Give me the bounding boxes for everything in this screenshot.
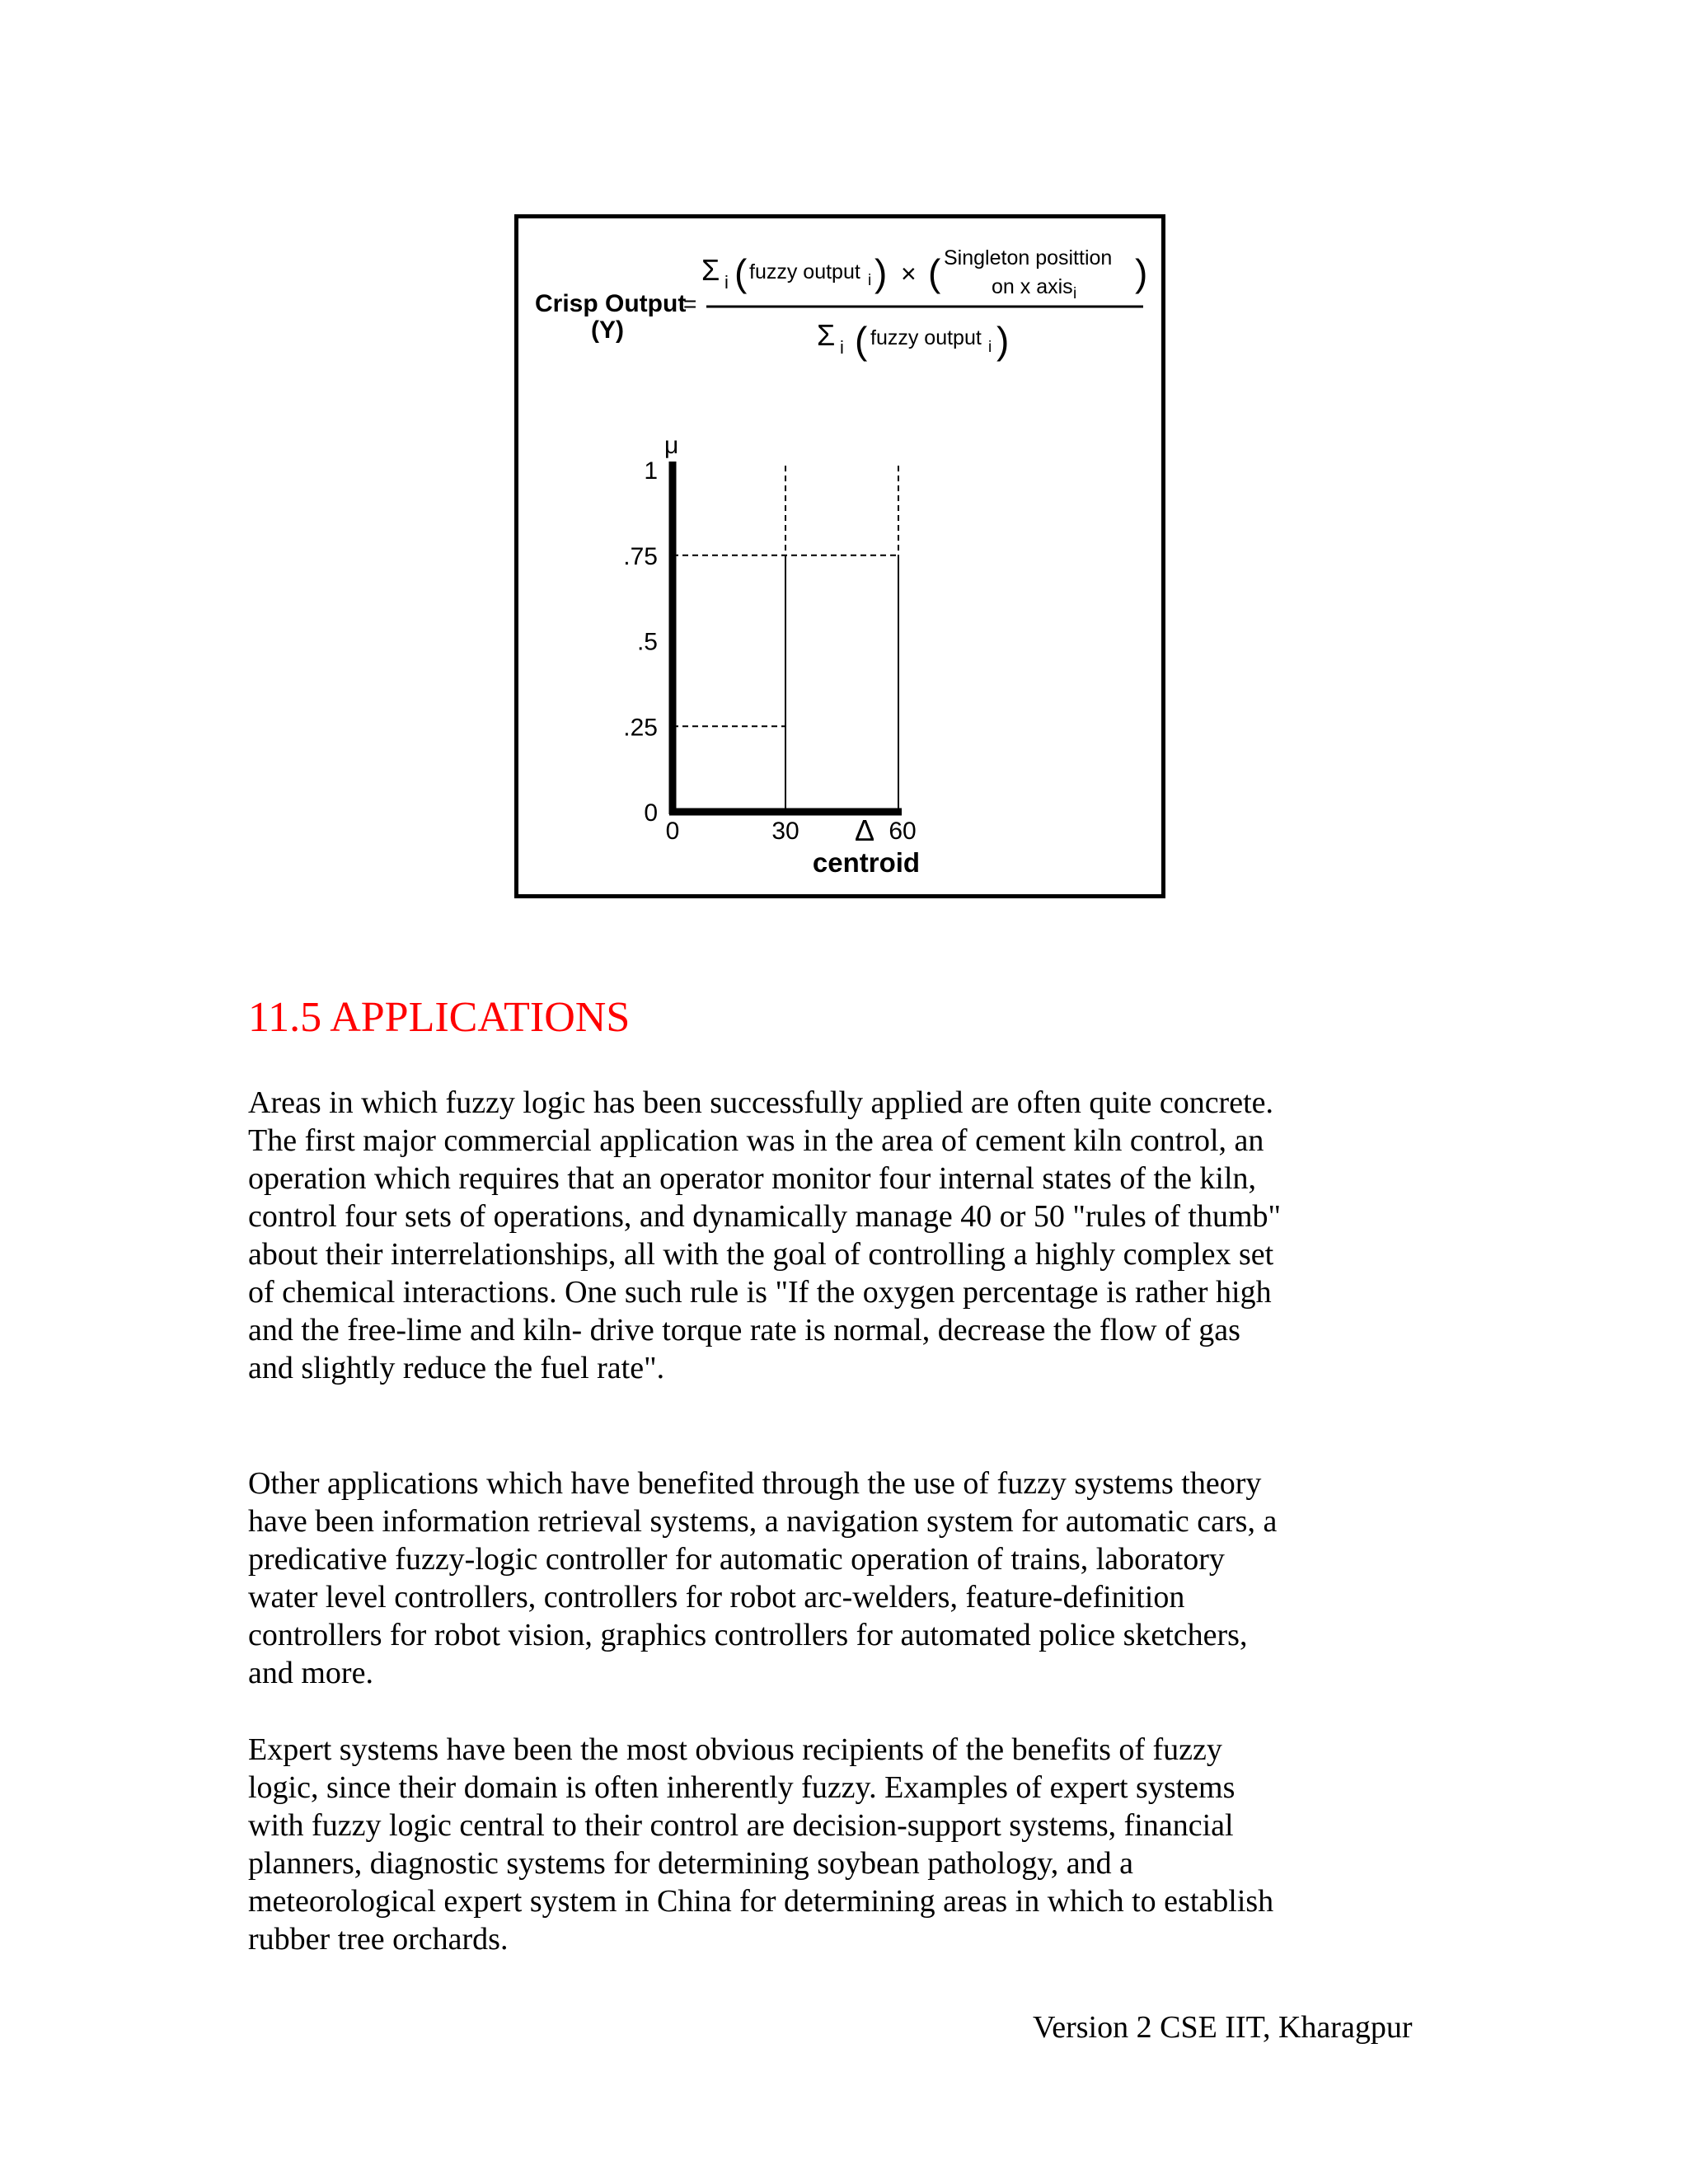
numerator-fuzzy-output: fuzzy output: [749, 260, 860, 284]
singleton-subscript: i: [1073, 285, 1077, 302]
paragraph-line: rubber tree orchards.: [248, 1922, 509, 1957]
paragraph-line: Other applications which have benefited through the use of fuzzy systems theory: [248, 1466, 1262, 1501]
paragraph-line: with fuzzy logic central to their control are decision-support systems, financial: [248, 1808, 1234, 1843]
singleton-line2: on x axis: [992, 275, 1073, 298]
formula-lhs-line1: Crisp Output: [535, 290, 687, 317]
figure-svg: [518, 218, 1161, 894]
paragraph-line: The first major commercial application was in the area of cement kiln control, an: [248, 1123, 1264, 1158]
numerator-paren-open-2: (: [928, 251, 941, 294]
y-tick-label: 1: [644, 457, 658, 485]
paragraph-line: and more.: [248, 1656, 373, 1690]
paragraph-line: Areas in which fuzzy logic has been successfully applied are often quite concrete.: [248, 1085, 1273, 1120]
x-tick-label: 60: [889, 818, 917, 845]
paragraph-line: meteorological expert system in China for determining areas in which to establish: [248, 1884, 1274, 1919]
x-tick-label: 0: [665, 818, 680, 845]
denominator-fuzzy-output: fuzzy output: [870, 326, 982, 349]
denominator-paren-open: (: [855, 319, 868, 362]
numerator-paren-close-2: ): [1135, 251, 1148, 294]
x-tick-label: 30: [771, 818, 799, 845]
centroid-delta-marker: Δ: [854, 813, 875, 847]
paragraph-kiln-control: [248, 1084, 1435, 1387]
paragraph-line: predicative fuzzy-logic controller for automatic operation of trains, laboratory: [248, 1542, 1225, 1577]
paragraph-line: and slightly reduce the fuel rate".: [248, 1351, 665, 1385]
denominator-fuzzy-subscript: i: [988, 339, 992, 356]
paragraph-line: planners, diagnostic systems for determining soybean pathology, and a: [248, 1846, 1133, 1881]
y-axis-label-mu: μ: [664, 432, 679, 459]
paragraph-line: of chemical interactions. One such rule is "If the oxygen percentage is rather high: [248, 1275, 1272, 1310]
y-tick-label: .75: [623, 542, 658, 570]
formula-equals: =: [683, 291, 697, 316]
numerator-sigma: Σ: [701, 253, 720, 287]
page-footer: Version 2 CSE IIT, Kharagpur: [1033, 2010, 1413, 2045]
crisp-output-formula: [535, 246, 1147, 362]
y-tick-label: .25: [623, 714, 658, 742]
denominator-sigma-subscript: i: [840, 337, 844, 358]
paragraph-line: operation which requires that an operator monitor four internal states of the kiln,: [248, 1161, 1257, 1196]
y-tick-label: .5: [636, 628, 658, 656]
formula-lhs-line2: (Y): [591, 316, 624, 344]
paragraph-line: have been information retrieval systems, a navigation system for automatic cars, a: [248, 1504, 1278, 1539]
paragraph-line: water level controllers, controllers for robot arc-welders, feature-definition: [248, 1580, 1185, 1615]
singleton-line1: Singleton posittion: [944, 246, 1113, 269]
numerator-fuzzy-subscript: i: [868, 272, 872, 289]
paragraph-line: controllers for robot vision, graphics controllers for automated police sketchers,: [248, 1618, 1248, 1652]
denominator-paren-close: ): [996, 319, 1010, 362]
paragraph-line: logic, since their domain is often inherently fuzzy. Examples of expert systems: [248, 1770, 1236, 1805]
paragraph-line: about their interrelationships, all with the goal of controlling a highly complex set: [248, 1237, 1274, 1272]
paragraph-expert-systems: [248, 1731, 1435, 1958]
paragraph-line: Expert systems have been the most obvious recipients of the benefits of fuzzy: [248, 1732, 1222, 1767]
numerator-paren-open-1: (: [734, 251, 748, 294]
denominator-sigma: Σ: [817, 318, 836, 352]
membership-chart: [623, 432, 920, 878]
numerator-paren-close-1: ): [874, 251, 888, 294]
paragraph-line: and the free-lime and kiln- drive torque rate is normal, decrease the flow of gas: [248, 1313, 1240, 1347]
paragraph-other-applications: [248, 1465, 1435, 1692]
paragraph-line: control four sets of operations, and dynamically manage 40 or 50 "rules of thumb": [248, 1199, 1282, 1234]
times-symbol: ×: [901, 259, 917, 288]
section-title: 11.5 APPLICATIONS: [248, 994, 631, 1041]
y-tick-label: 0: [644, 799, 658, 827]
x-axis-label-centroid: centroid: [812, 847, 921, 878]
centroid-defuzzification-figure: [514, 214, 1165, 898]
numerator-sigma-subscript: i: [724, 272, 729, 293]
